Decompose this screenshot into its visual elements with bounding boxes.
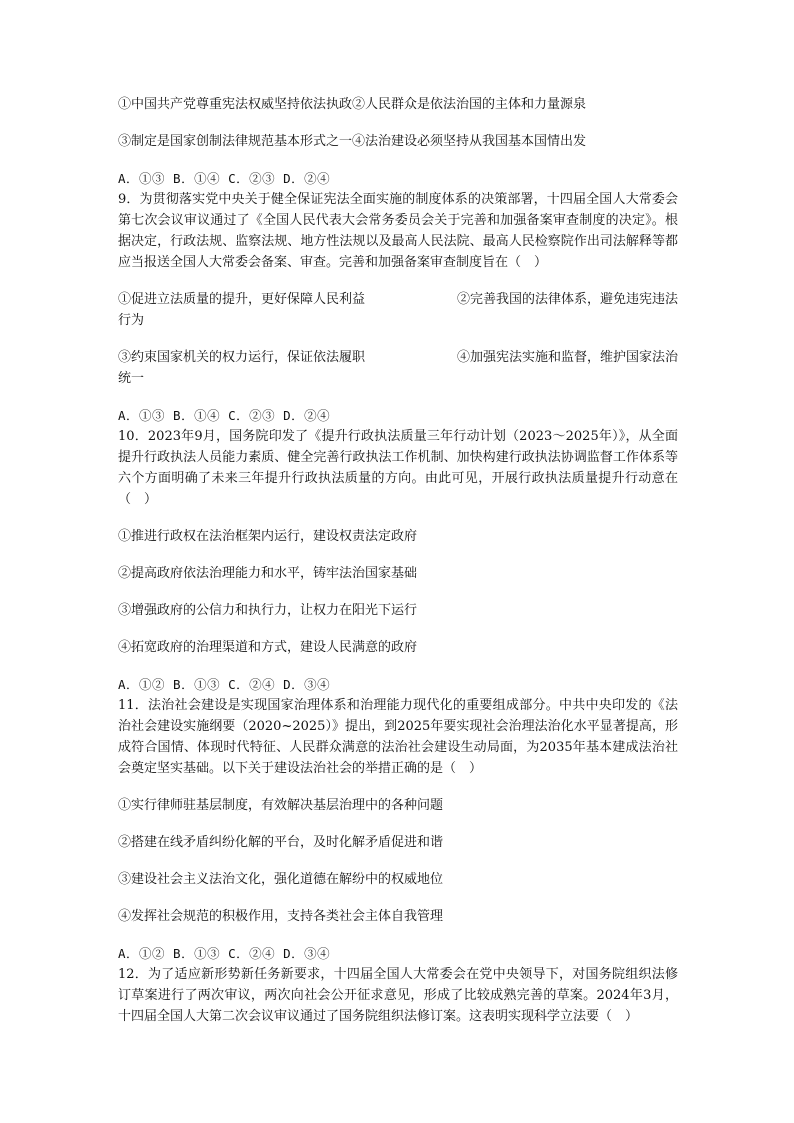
q11-option-4: ④发挥社会规范的积极作用，支持各类社会主体自我管理 <box>118 909 444 924</box>
q9-option-4: ④加强宪法实施和监督，维护国家法治 <box>456 350 678 365</box>
q11-option-3: ③建设社会主义法治文化，强化道德在解纷中的权威地位 <box>118 872 444 887</box>
q9-stem: 9．为贯彻落实党中央关于健全保证宪法全面实施的制度体系的决策部署，十四届全国人大常委会第七次会议审议通过了《全国人民代表大会常务委员会关于完善和加强备案审查制度的决定》。根据决定，行政法规、监察法规、地方性法规以及最高人民法院、最高人民检察院作出司法解释等都应当报送全国人大常委会备案、审查。完善和加强备案审查制度旨在（ ） <box>118 192 678 270</box>
q9-option-3-4 <box>118 347 678 389</box>
q10-answer-choices: A．①② B．①③ C．②④ D．③④ <box>118 677 331 692</box>
q9-option-1-2 <box>118 289 678 331</box>
q9-answer-choices: A．①③ B．①④ C．②③ D．②④ <box>118 408 331 423</box>
q10-stem: 10．2023年9月，国务院印发了《提升行政执法质量三年行动计划（2023～2025年）》，从全面提升行政执法人员能力素质、健全完善行政执法工作机制、加快构建行政执法协调监督工作体系等六个方面明确了未来三年提升行政执法质量的方向。由此可见，开展行政执法质量提升行动意在（ ） <box>118 429 678 507</box>
document-content <box>118 94 678 1043</box>
q9-option-2-continued: 行为 <box>118 313 145 328</box>
q11-option-1: ①实行律师驻基层制度，有效解决基层治理中的各种问题 <box>118 798 444 813</box>
q9-option-4-continued: 统一 <box>118 371 145 386</box>
q8-answer-choices: A．①③ B．①④ C．②③ D．②④ <box>118 171 331 186</box>
q11-option-2: ②搭建在线矛盾纠纷化解的平台，及时化解矛盾促进和谐 <box>118 835 444 850</box>
q8-option-3-4: ③制定是国家创制法律规范基本形式之一④法治建设必须坚持从我国基本国情出发 <box>118 134 587 149</box>
q10-option-4: ④拓宽政府的治理渠道和方式，建设人民满意的政府 <box>118 640 418 655</box>
q11-stem: 11．法治社会建设是实现国家治理体系和治理能力现代化的重要组成部分。中共中央印发的《法治社会建设实施纲要（2020~2025）》提出，到2025年要实现社会治理法治化水平显著提高，形成符合国情、体现时代特征、人民群众满意的法治社会建设生动局面，为2035年基本建成法治社会奠定坚实基础。以下关于建设法治社会的举措正确的是（ ） <box>118 698 678 776</box>
q9-option-3: ③约束国家机关的权力运行，保证依法履职 <box>118 350 366 365</box>
q9-option-2: ②完善我国的法律体系，避免违宪违法 <box>456 292 678 307</box>
q12-stem: 12．为了适应新形势新任务新要求，十四届全国人大常委会在党中央领导下，对国务院组织法修订草案进行了两次审议，两次向社会公开征求意见，形成了比较成熟完善的草案。2024年3月，十四届全国人大第二次会议审议通过了国务院组织法修订案。这表明实现科学立法要（ ） <box>118 967 678 1024</box>
q10-option-2: ②提高政府依法治理能力和水平，铸牢法治国家基础 <box>118 566 418 581</box>
q8-option-1-2: ①中国共产党尊重宪法权威坚持依法执政②人民群众是依法治国的主体和力量源泉 <box>118 97 587 112</box>
q11-answer-choices: A．①② B．①③ C．②④ D．③④ <box>118 946 331 961</box>
q10-option-3: ③增强政府的公信力和执行力，让权力在阳光下运行 <box>118 603 418 618</box>
q10-option-1: ①推进行政权在法治框架内运行，建设权责法定政府 <box>118 529 418 544</box>
q9-option-1: ①促进立法质量的提升，更好保障人民利益 <box>118 292 366 307</box>
